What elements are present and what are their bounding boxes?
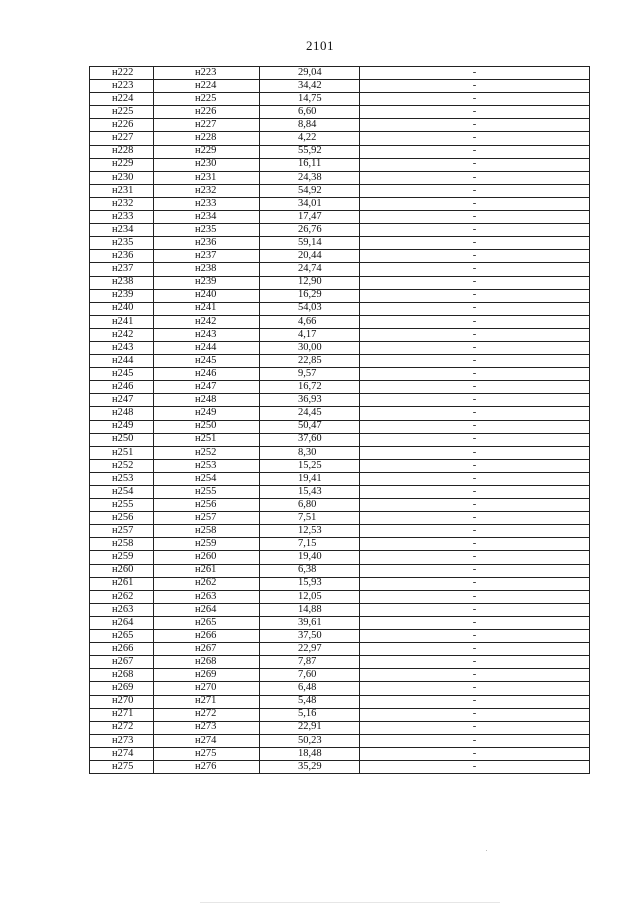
point-from-cell: н261: [90, 577, 154, 590]
distance-cell: 12,90: [260, 276, 360, 289]
note-cell: -: [360, 211, 590, 224]
point-from-cell: н241: [90, 315, 154, 328]
point-from-cell: н236: [90, 250, 154, 263]
table-row: [90, 538, 590, 551]
note-cell: -: [360, 459, 590, 472]
point-to-cell: н225: [154, 93, 260, 106]
table-row: [90, 197, 590, 210]
point-to-cell: н260: [154, 551, 260, 564]
distance-cell: 34,42: [260, 80, 360, 93]
point-from-cell: н263: [90, 603, 154, 616]
point-to-cell: н240: [154, 289, 260, 302]
note-cell: -: [360, 197, 590, 210]
point-from-cell: н238: [90, 276, 154, 289]
note-cell: -: [360, 315, 590, 328]
point-to-cell: н269: [154, 669, 260, 682]
note-cell: -: [360, 551, 590, 564]
note-cell: -: [360, 669, 590, 682]
point-from-cell: н270: [90, 695, 154, 708]
distance-cell: 14,88: [260, 603, 360, 616]
point-to-cell: н266: [154, 630, 260, 643]
point-to-cell: н263: [154, 590, 260, 603]
distance-cell: 19,41: [260, 472, 360, 485]
point-from-cell: н250: [90, 433, 154, 446]
distance-cell: 36,93: [260, 394, 360, 407]
point-from-cell: н226: [90, 119, 154, 132]
note-cell: -: [360, 721, 590, 734]
distance-cell: 20,44: [260, 250, 360, 263]
table-row: [90, 590, 590, 603]
point-from-cell: н246: [90, 381, 154, 394]
point-to-cell: н268: [154, 656, 260, 669]
table-row: [90, 760, 590, 773]
point-to-cell: н273: [154, 721, 260, 734]
point-from-cell: н242: [90, 328, 154, 341]
point-from-cell: н231: [90, 184, 154, 197]
table-row: [90, 381, 590, 394]
boundary-segments-table: [89, 66, 590, 774]
note-cell: -: [360, 708, 590, 721]
note-cell: -: [360, 407, 590, 420]
distance-cell: 24,38: [260, 171, 360, 184]
point-to-cell: н243: [154, 328, 260, 341]
table-row: [90, 643, 590, 656]
point-from-cell: н269: [90, 682, 154, 695]
note-cell: -: [360, 381, 590, 394]
note-cell: -: [360, 80, 590, 93]
point-to-cell: н264: [154, 603, 260, 616]
point-to-cell: н267: [154, 643, 260, 656]
point-to-cell: н254: [154, 472, 260, 485]
point-from-cell: н264: [90, 616, 154, 629]
table-row: [90, 106, 590, 119]
point-from-cell: н266: [90, 643, 154, 656]
distance-cell: 4,17: [260, 328, 360, 341]
table-row: [90, 263, 590, 276]
distance-cell: 22,97: [260, 643, 360, 656]
point-to-cell: н238: [154, 263, 260, 276]
page-number: 2101: [306, 38, 334, 53]
table-row: [90, 603, 590, 616]
point-from-cell: н228: [90, 145, 154, 158]
distance-cell: 8,30: [260, 446, 360, 459]
point-from-cell: н230: [90, 171, 154, 184]
distance-cell: 9,57: [260, 368, 360, 381]
distance-cell: 15,93: [260, 577, 360, 590]
point-to-cell: н253: [154, 459, 260, 472]
table-row: [90, 407, 590, 420]
distance-cell: 8,84: [260, 119, 360, 132]
point-to-cell: н265: [154, 616, 260, 629]
distance-cell: 50,23: [260, 734, 360, 747]
note-cell: -: [360, 341, 590, 354]
table-row: [90, 682, 590, 695]
distance-cell: 7,60: [260, 669, 360, 682]
point-to-cell: н224: [154, 80, 260, 93]
note-cell: -: [360, 512, 590, 525]
note-cell: -: [360, 355, 590, 368]
distance-cell: 16,11: [260, 158, 360, 171]
note-cell: -: [360, 472, 590, 485]
point-from-cell: н243: [90, 341, 154, 354]
point-to-cell: н246: [154, 368, 260, 381]
point-from-cell: н249: [90, 420, 154, 433]
point-from-cell: н274: [90, 747, 154, 760]
point-from-cell: н268: [90, 669, 154, 682]
note-cell: -: [360, 682, 590, 695]
point-from-cell: н251: [90, 446, 154, 459]
distance-cell: 26,76: [260, 224, 360, 237]
note-cell: -: [360, 289, 590, 302]
distance-cell: 15,43: [260, 486, 360, 499]
table-row: [90, 695, 590, 708]
distance-cell: 19,40: [260, 551, 360, 564]
point-from-cell: н235: [90, 237, 154, 250]
table-row: [90, 158, 590, 171]
distance-cell: 39,61: [260, 616, 360, 629]
table-row: [90, 119, 590, 132]
table-row: [90, 145, 590, 158]
point-to-cell: н229: [154, 145, 260, 158]
point-to-cell: н247: [154, 381, 260, 394]
point-from-cell: н245: [90, 368, 154, 381]
distance-cell: 5,16: [260, 708, 360, 721]
point-from-cell: н252: [90, 459, 154, 472]
table-row: [90, 512, 590, 525]
point-to-cell: н228: [154, 132, 260, 145]
point-to-cell: н262: [154, 577, 260, 590]
point-to-cell: н231: [154, 171, 260, 184]
point-to-cell: н233: [154, 197, 260, 210]
note-cell: -: [360, 302, 590, 315]
point-to-cell: н259: [154, 538, 260, 551]
distance-cell: 55,92: [260, 145, 360, 158]
table-row: [90, 459, 590, 472]
point-from-cell: н225: [90, 106, 154, 119]
point-to-cell: н241: [154, 302, 260, 315]
note-cell: -: [360, 499, 590, 512]
note-cell: -: [360, 616, 590, 629]
point-to-cell: н276: [154, 760, 260, 773]
table-row: [90, 184, 590, 197]
point-from-cell: н272: [90, 721, 154, 734]
table-row: [90, 721, 590, 734]
note-cell: -: [360, 760, 590, 773]
point-from-cell: н253: [90, 472, 154, 485]
table-row: [90, 315, 590, 328]
distance-cell: 35,29: [260, 760, 360, 773]
note-cell: -: [360, 603, 590, 616]
distance-cell: 5,48: [260, 695, 360, 708]
point-to-cell: н236: [154, 237, 260, 250]
point-from-cell: н247: [90, 394, 154, 407]
point-to-cell: н230: [154, 158, 260, 171]
table-row: [90, 577, 590, 590]
note-cell: -: [360, 394, 590, 407]
distance-cell: 6,60: [260, 106, 360, 119]
distance-cell: 6,48: [260, 682, 360, 695]
table-row: [90, 224, 590, 237]
table-row: [90, 551, 590, 564]
point-from-cell: н259: [90, 551, 154, 564]
point-to-cell: н272: [154, 708, 260, 721]
point-from-cell: н254: [90, 486, 154, 499]
distance-cell: 7,87: [260, 656, 360, 669]
table-body: [90, 67, 590, 774]
table-row: [90, 747, 590, 760]
table-row: [90, 211, 590, 224]
point-to-cell: н249: [154, 407, 260, 420]
point-from-cell: н275: [90, 760, 154, 773]
table-row: [90, 394, 590, 407]
table-row: [90, 433, 590, 446]
distance-cell: 59,14: [260, 237, 360, 250]
table-row: [90, 289, 590, 302]
point-to-cell: н227: [154, 119, 260, 132]
table-row: [90, 734, 590, 747]
point-from-cell: н240: [90, 302, 154, 315]
note-cell: -: [360, 132, 590, 145]
distance-cell: 16,29: [260, 289, 360, 302]
table-row: [90, 616, 590, 629]
note-cell: -: [360, 590, 590, 603]
distance-cell: 18,48: [260, 747, 360, 760]
table-row: [90, 525, 590, 538]
point-from-cell: н227: [90, 132, 154, 145]
point-from-cell: н233: [90, 211, 154, 224]
table-row: [90, 250, 590, 263]
note-cell: -: [360, 184, 590, 197]
note-cell: -: [360, 538, 590, 551]
point-to-cell: н271: [154, 695, 260, 708]
point-to-cell: н255: [154, 486, 260, 499]
point-to-cell: н256: [154, 499, 260, 512]
point-to-cell: н258: [154, 525, 260, 538]
table-row: [90, 420, 590, 433]
note-cell: -: [360, 695, 590, 708]
distance-cell: 6,80: [260, 499, 360, 512]
note-cell: -: [360, 67, 590, 80]
note-cell: -: [360, 250, 590, 263]
note-cell: -: [360, 119, 590, 132]
distance-cell: 22,91: [260, 721, 360, 734]
table-row: [90, 446, 590, 459]
distance-cell: 37,60: [260, 433, 360, 446]
distance-cell: 37,50: [260, 630, 360, 643]
table-row: [90, 472, 590, 485]
point-from-cell: н257: [90, 525, 154, 538]
note-cell: -: [360, 734, 590, 747]
scan-artifact: [486, 850, 487, 851]
distance-cell: 14,75: [260, 93, 360, 106]
point-from-cell: н255: [90, 499, 154, 512]
point-to-cell: н244: [154, 341, 260, 354]
distance-cell: 12,53: [260, 525, 360, 538]
table-row: [90, 708, 590, 721]
note-cell: -: [360, 276, 590, 289]
note-cell: -: [360, 446, 590, 459]
distance-cell: 6,38: [260, 564, 360, 577]
point-from-cell: н265: [90, 630, 154, 643]
distance-cell: 12,05: [260, 590, 360, 603]
note-cell: -: [360, 237, 590, 250]
distance-cell: 22,85: [260, 355, 360, 368]
point-from-cell: н239: [90, 289, 154, 302]
distance-cell: 54,03: [260, 302, 360, 315]
table-row: [90, 237, 590, 250]
table-row: [90, 93, 590, 106]
distance-cell: 24,45: [260, 407, 360, 420]
point-from-cell: н222: [90, 67, 154, 80]
table-row: [90, 67, 590, 80]
point-from-cell: н223: [90, 80, 154, 93]
table-row: [90, 499, 590, 512]
note-cell: -: [360, 171, 590, 184]
point-to-cell: н232: [154, 184, 260, 197]
note-cell: -: [360, 158, 590, 171]
note-cell: -: [360, 747, 590, 760]
point-from-cell: н258: [90, 538, 154, 551]
note-cell: -: [360, 368, 590, 381]
distance-cell: 17,47: [260, 211, 360, 224]
note-cell: -: [360, 577, 590, 590]
note-cell: -: [360, 525, 590, 538]
distance-cell: 34,01: [260, 197, 360, 210]
note-cell: -: [360, 643, 590, 656]
table-row: [90, 276, 590, 289]
point-from-cell: н256: [90, 512, 154, 525]
point-from-cell: н232: [90, 197, 154, 210]
point-to-cell: н274: [154, 734, 260, 747]
note-cell: -: [360, 224, 590, 237]
note-cell: -: [360, 93, 590, 106]
distance-cell: 16,72: [260, 381, 360, 394]
point-from-cell: н237: [90, 263, 154, 276]
distance-cell: 15,25: [260, 459, 360, 472]
table-row: [90, 368, 590, 381]
distance-cell: 4,22: [260, 132, 360, 145]
point-to-cell: н223: [154, 67, 260, 80]
table-row: [90, 171, 590, 184]
table-row: [90, 80, 590, 93]
point-to-cell: н251: [154, 433, 260, 446]
note-cell: -: [360, 433, 590, 446]
point-from-cell: н234: [90, 224, 154, 237]
point-to-cell: н239: [154, 276, 260, 289]
point-to-cell: н226: [154, 106, 260, 119]
point-to-cell: н261: [154, 564, 260, 577]
point-to-cell: н245: [154, 355, 260, 368]
note-cell: -: [360, 106, 590, 119]
point-to-cell: н234: [154, 211, 260, 224]
distance-cell: 7,15: [260, 538, 360, 551]
table-row: [90, 355, 590, 368]
note-cell: -: [360, 630, 590, 643]
point-to-cell: н257: [154, 512, 260, 525]
distance-cell: 30,00: [260, 341, 360, 354]
note-cell: -: [360, 486, 590, 499]
point-from-cell: н273: [90, 734, 154, 747]
table-row: [90, 486, 590, 499]
distance-cell: 50,47: [260, 420, 360, 433]
note-cell: -: [360, 564, 590, 577]
distance-cell: 24,74: [260, 263, 360, 276]
point-from-cell: н248: [90, 407, 154, 420]
point-from-cell: н244: [90, 355, 154, 368]
scan-artifact: [200, 902, 500, 903]
point-from-cell: н224: [90, 93, 154, 106]
note-cell: -: [360, 420, 590, 433]
point-to-cell: н237: [154, 250, 260, 263]
point-from-cell: н229: [90, 158, 154, 171]
point-to-cell: н250: [154, 420, 260, 433]
point-from-cell: н271: [90, 708, 154, 721]
table-row: [90, 656, 590, 669]
note-cell: -: [360, 263, 590, 276]
table-row: [90, 564, 590, 577]
table-row: [90, 302, 590, 315]
table-row: [90, 328, 590, 341]
note-cell: -: [360, 145, 590, 158]
point-to-cell: н252: [154, 446, 260, 459]
distance-cell: 4,66: [260, 315, 360, 328]
table-row: [90, 669, 590, 682]
distance-cell: 29,04: [260, 67, 360, 80]
distance-cell: 7,51: [260, 512, 360, 525]
point-to-cell: н242: [154, 315, 260, 328]
point-to-cell: н275: [154, 747, 260, 760]
point-from-cell: н267: [90, 656, 154, 669]
table-row: [90, 132, 590, 145]
note-cell: -: [360, 656, 590, 669]
point-from-cell: н260: [90, 564, 154, 577]
table-row: [90, 341, 590, 354]
point-from-cell: н262: [90, 590, 154, 603]
table-row: [90, 630, 590, 643]
note-cell: -: [360, 328, 590, 341]
point-to-cell: н270: [154, 682, 260, 695]
point-to-cell: н248: [154, 394, 260, 407]
distance-cell: 54,92: [260, 184, 360, 197]
point-to-cell: н235: [154, 224, 260, 237]
